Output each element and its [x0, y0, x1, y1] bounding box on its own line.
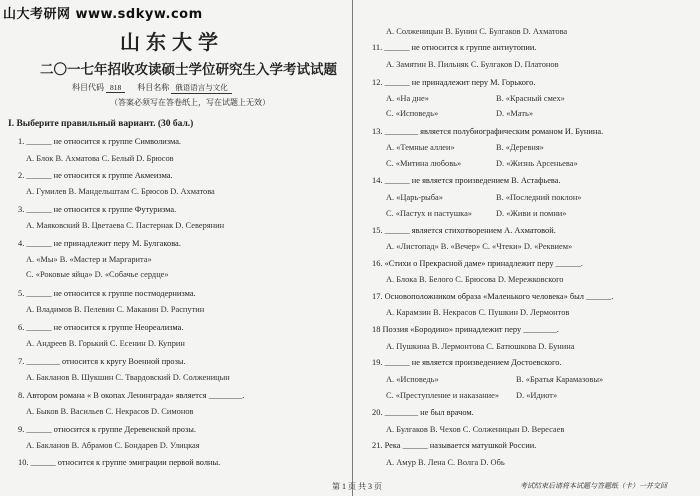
- options-13a: А. «Темные аллеи»: [386, 143, 455, 152]
- options-17: А. Карамзин В. Некрасов С. Пушкин D. Лермонтов: [386, 308, 570, 317]
- options-12d: D. «Мать»: [496, 109, 534, 118]
- options-12a: А. «На дне»: [386, 94, 429, 103]
- options-14c: С. «Пастух и пастушка»: [386, 209, 472, 218]
- answer-note: （答案必须写在答卷纸上，写在试题上无效）: [110, 98, 270, 107]
- subject-meta: [72, 82, 242, 94]
- question-17: 17. Основоположником образа «Маленького человека» был ______.: [372, 292, 614, 301]
- university-name: 山东大学: [120, 30, 224, 54]
- options-20: А. Булгаков В. Чехов С. Солженицын D. Вересаев: [386, 425, 565, 434]
- options-12c: С. «Исповедь»: [386, 109, 439, 118]
- options-19d: D. «Идиот»: [516, 391, 558, 400]
- question-10: 10. ______ относится к группе эмиграции первой волны.: [18, 458, 221, 467]
- section-title: I. Выберите правильный вариант. (30 бал.): [8, 119, 194, 129]
- options-13b: В. «Деревня»: [496, 143, 544, 152]
- options-21: А. Амур В. Лена С. Волга D. Обь: [386, 458, 505, 467]
- options-9: А. Бакланов В. Абрамов С. Бондарев D. Улицкая: [26, 441, 200, 450]
- options-14d: D. «Живи и помни»: [496, 209, 567, 218]
- question-4: 4. ______ не принадлежит перу М. Булгакова.: [18, 239, 181, 248]
- options-6: А. Андреев В. Горький С. Есенин D. Куприн: [26, 339, 185, 348]
- question-9: 9. ______ относится к группе Деревенской прозы.: [18, 425, 197, 434]
- page-number: 第 1 页 共 3 页: [332, 482, 382, 491]
- footer-instruction: 考试结束后请将本试题与答题纸（卡）一并交回: [520, 482, 667, 490]
- options-18: А. Пушкина В. Лермонтова С. Батюшкова D. Бунина: [386, 342, 575, 351]
- options-14b: В. «Последний поклон»: [496, 193, 582, 202]
- options-11: А. Замятин В. Пильняк С. Булгаков D. Платонов: [386, 60, 559, 69]
- question-7: 7. ________ относится к кругу Военной прозы.: [18, 357, 186, 366]
- options-13d: D. «Жизнь Арсеньева»: [496, 159, 578, 168]
- options-19a: А. «Исповедь»: [386, 375, 439, 384]
- options-10: А. Солженицын В. Бунин С. Булгаков D. Ахматова: [386, 27, 568, 36]
- question-21: 21. Река ______ называется матушкой России.: [372, 441, 537, 450]
- watermark-banner: 山大考研网 www.sdkyw.com: [3, 7, 203, 22]
- question-11: 11. ______ не относится к группе антиутопии.: [372, 43, 537, 52]
- question-13: 13. ________ является полубиографическим романом И. Бунина.: [372, 127, 604, 136]
- column-divider: [352, 0, 353, 496]
- options-15: А. «Листопад» В. «Вечер» С. «Чтеки» D. «Реквием»: [386, 242, 573, 251]
- subject-label: 科目名称: [137, 83, 170, 92]
- options-13c: С. «Митина любовь»: [386, 159, 462, 168]
- question-18: 18 Поэзия «Бородино» принадлежит перу ________.: [372, 325, 559, 334]
- options-12b: В. «Красный смех»: [496, 94, 565, 103]
- subject-value: 俄语语言与文化: [171, 82, 232, 94]
- question-19: 19. ______ не является произведением Достоевского.: [372, 358, 562, 367]
- options-19b: В. «Братья Карамазовы»: [516, 375, 604, 384]
- question-8: 8. Автором романа « В окопах Ленинграда» является ________.: [18, 391, 245, 400]
- options-3: А. Маяковский В. Цветаева С. Пастернак D. Северянин: [26, 221, 225, 230]
- question-1: 1. ______ не относится к группе Символизма.: [18, 137, 182, 146]
- exam-title: 二〇一七年招收攻读硕士学位研究生入学考试试题: [40, 62, 337, 78]
- options-7: А. Бакланов В. Шукшин С. Твардовский D. Солженицын: [26, 373, 230, 382]
- options-2: А. Гумилев В. Мандельштам С. Брюсов D. Ахматова: [26, 187, 215, 196]
- question-14: 14. ______ не является произведением В. Астафьева.: [372, 176, 561, 185]
- code-label: 科目代码: [72, 83, 104, 92]
- question-16: 16. «Стихи о Прекрасной даме» принадлежит перу ______.: [372, 259, 583, 268]
- options-19c: С. «Преступление и наказание»: [386, 391, 500, 400]
- code-value: 818: [106, 83, 125, 93]
- options-4b: С. «Роковые яйца» D. «Собачье сердце»: [26, 270, 169, 279]
- question-6: 6. ______ не относится к группе Неореализма.: [18, 323, 184, 332]
- question-20: 20. ________ не был врачом.: [372, 408, 474, 417]
- options-5: А. Владимов В. Пелевин С. Маканин D. Распутин: [26, 305, 205, 314]
- question-12: 12. ______ не принадлежит перу М. Горького.: [372, 78, 536, 87]
- question-5: 5. ______ не относится к группе постмодернизма.: [18, 289, 196, 298]
- options-1: А. Блок В. Ахматова С. Белый D. Брюсов: [26, 154, 174, 163]
- options-16: А. Блока В. Белого С. Брюсова D. Мережковского: [386, 275, 564, 284]
- options-8: А. Быков В. Васильев С. Некрасов D. Симонов: [26, 407, 194, 416]
- options-4a: А. «Мы» В. «Мастер и Маргарита»: [26, 255, 152, 264]
- question-15: 15. ______ является стихотворением А. Ахматовой.: [372, 226, 556, 235]
- question-2: 2. ______ не относится к группе Акмеизма.: [18, 171, 173, 180]
- options-14a: А. «Царь-рыба»: [386, 193, 443, 202]
- question-3: 3. ______ не относится к группе Футуризма.: [18, 205, 177, 214]
